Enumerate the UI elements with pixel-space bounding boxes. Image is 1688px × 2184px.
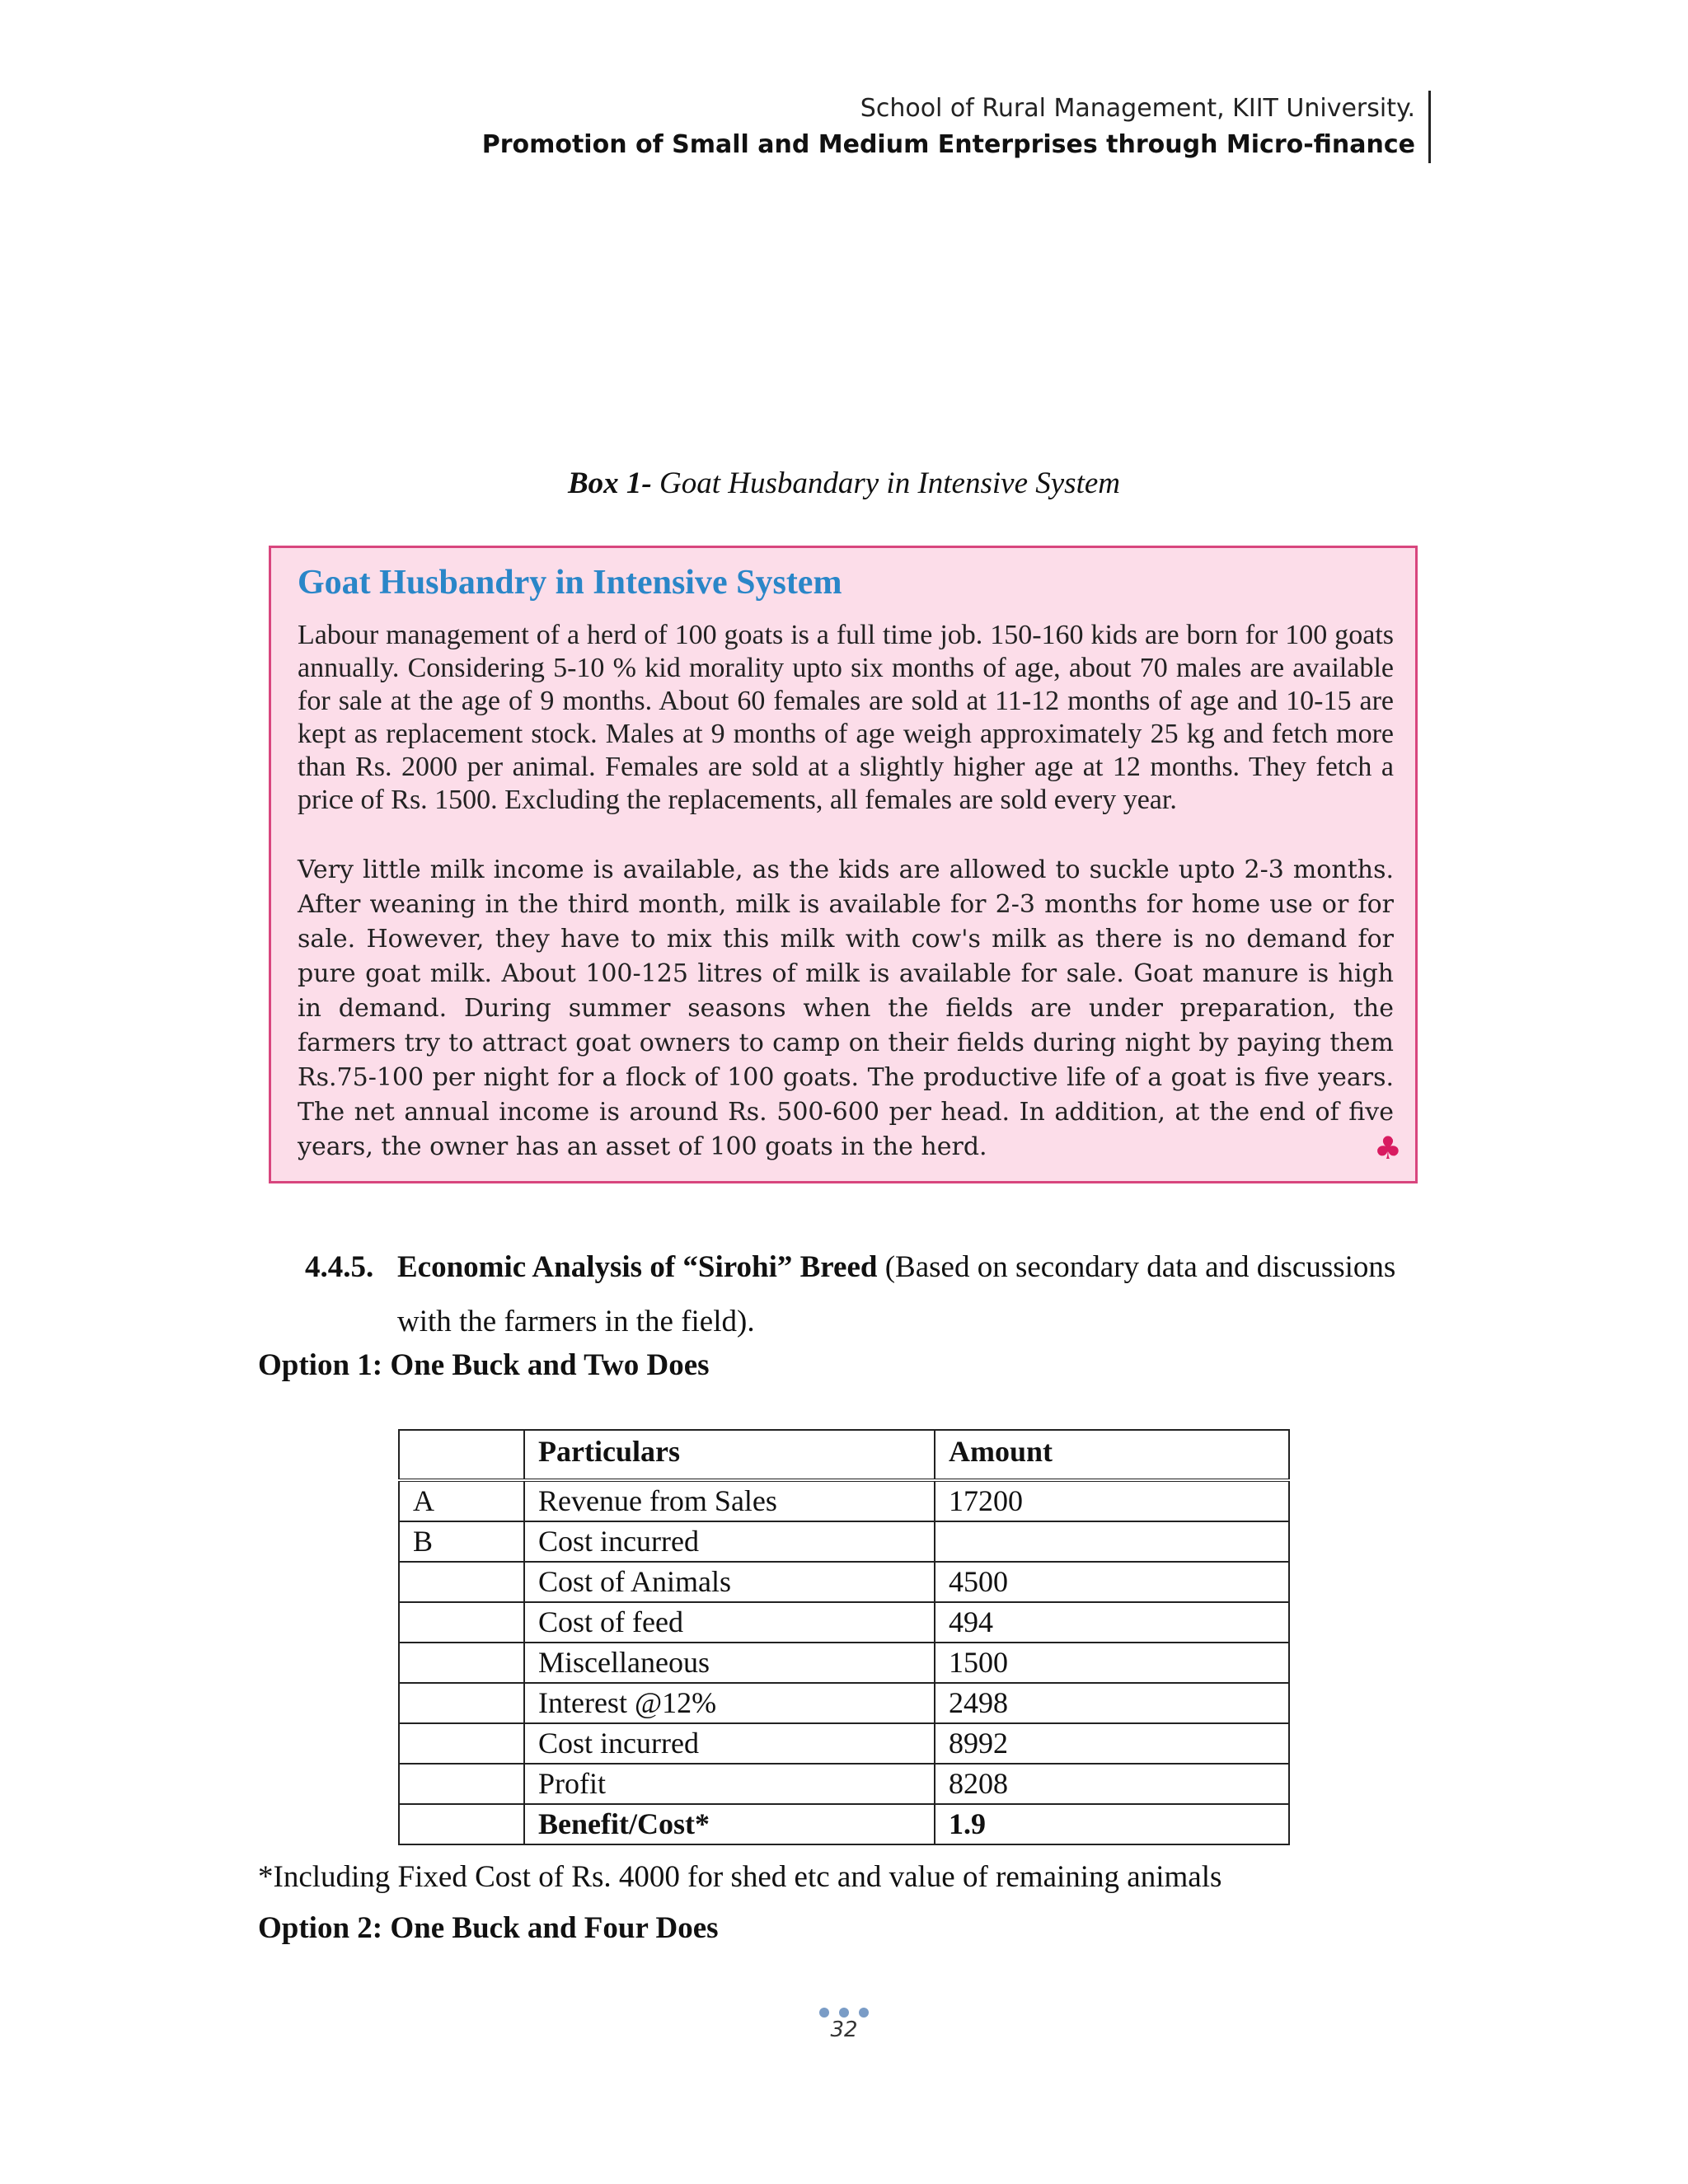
table-cell bbox=[399, 1804, 524, 1844]
box-caption-title: Goat Husbandary in Intensive System bbox=[659, 466, 1120, 500]
table-header-row bbox=[399, 1430, 1289, 1480]
info-box-paragraph-1: Labour management of a herd of 100 goats is a full time job. 150-160 kids are born for 100 goats annually. Considering 5-10 % kid morality upto six months of age, about 70 males are available for sale at the age of 9 months. About 60 females are sold at 11-12 months of age and 10-15 are kept as replacement stock. Males at 9 months of age weigh approximately 25 kg and fetch more than Rs. 2000 per animal. Females are sold at a slightly higher age at 12 months. They fetch a price of Rs. 1500. Excluding the replacements, all females are sold every year. bbox=[298, 620, 1394, 815]
table-cell: 8208 bbox=[935, 1764, 1289, 1804]
ornament-dot bbox=[819, 2008, 829, 2018]
header-document-title: Promotion of Small and Medium Enterprises through Micro-finance bbox=[481, 130, 1415, 159]
table-header-cell: Particulars bbox=[524, 1430, 935, 1480]
ornament-dot bbox=[859, 2008, 869, 2018]
info-box-paragraph-2: Very little milk income is available, as the kids are allowed to suckle upto 2-3 months. After weaning in the third month, milk is available for 2-3 months for home use or for sale. However, they have to mix this milk with cow's milk as there is no demand for pure goat milk. About 100-125 litres of milk is available for sale. Goat manure is high in demand. During summer seasons when the fields are under preparation, the farmers try to attract goat owners to camp on their fields during night by paying them Rs.75-100 per night for a flock of 100 goats. The productive life of a goat is five years. The net annual income is around Rs. 500-600 per head. In addition, at the end of five years, the owner has an asset of 100 goats in the herd. bbox=[298, 855, 1394, 1161]
table-cell: Interest @12% bbox=[524, 1683, 935, 1723]
table-cell: 8992 bbox=[935, 1723, 1289, 1764]
table-cell: A bbox=[399, 1480, 524, 1521]
economic-analysis-table bbox=[398, 1429, 1290, 1845]
section-heading bbox=[305, 1240, 1426, 1349]
table-cell: Cost incurred bbox=[524, 1521, 935, 1562]
table-cell: 1.9 bbox=[935, 1804, 1289, 1844]
header-institution: School of Rural Management, KIIT University. bbox=[860, 94, 1415, 123]
table-row bbox=[399, 1723, 1289, 1764]
table-cell: Profit bbox=[524, 1764, 935, 1804]
box-caption-label: Box 1- bbox=[567, 466, 652, 500]
table-cell: Cost of feed bbox=[524, 1602, 935, 1643]
table-row bbox=[399, 1683, 1289, 1723]
table-row bbox=[399, 1602, 1289, 1643]
club-icon: ♣ bbox=[1373, 1130, 1402, 1166]
ornament-dot bbox=[839, 2008, 849, 2018]
page-header bbox=[482, 91, 1431, 163]
table-cell: B bbox=[399, 1521, 524, 1562]
table-cell bbox=[399, 1723, 524, 1764]
table-row bbox=[399, 1521, 1289, 1562]
section-number: 4.4.5. bbox=[305, 1250, 374, 1284]
section-note: (Based on secondary data and discussions bbox=[877, 1250, 1396, 1284]
section-note-continued: with the farmers in the field). bbox=[397, 1305, 755, 1338]
table-cell: Cost incurred bbox=[524, 1723, 935, 1764]
table-cell: 17200 bbox=[935, 1480, 1289, 1521]
table-cell: 1500 bbox=[935, 1643, 1289, 1683]
table-footnote: *Including Fixed Cost of Rs. 4000 for shed etc and value of remaining animals bbox=[258, 1860, 1222, 1894]
info-box bbox=[269, 546, 1418, 1183]
table-cell: 2498 bbox=[935, 1683, 1289, 1723]
table-cell: Cost of Animals bbox=[524, 1562, 935, 1602]
option-2-heading: Option 2: One Buck and Four Does bbox=[258, 1911, 719, 1945]
info-box-title: Goat Husbandry in Intensive System bbox=[298, 564, 842, 602]
table-row bbox=[399, 1480, 1289, 1521]
table-cell: Revenue from Sales bbox=[524, 1480, 935, 1521]
table-cell bbox=[935, 1521, 1289, 1562]
table-cell bbox=[399, 1562, 524, 1602]
table-cell bbox=[399, 1602, 524, 1643]
page-number: 32 bbox=[830, 2018, 858, 2042]
section-title: Economic Analysis of “Sirohi” Breed bbox=[397, 1250, 878, 1284]
table-cell bbox=[399, 1683, 524, 1723]
table-cell: Miscellaneous bbox=[524, 1643, 935, 1683]
table-header-cell bbox=[399, 1430, 524, 1480]
table-row bbox=[399, 1562, 1289, 1602]
table-header-cell: Amount bbox=[935, 1430, 1289, 1480]
box-caption bbox=[0, 466, 1688, 501]
table-cell: 494 bbox=[935, 1602, 1289, 1643]
table-cell: Benefit/Cost* bbox=[524, 1804, 935, 1844]
table-row bbox=[399, 1643, 1289, 1683]
option-1-heading: Option 1: One Buck and Two Does bbox=[258, 1348, 710, 1382]
table-row bbox=[399, 1764, 1289, 1804]
table-cell: 4500 bbox=[935, 1562, 1289, 1602]
table-cell bbox=[399, 1764, 524, 1804]
table-cell bbox=[399, 1643, 524, 1683]
table-row-benefit-cost bbox=[399, 1804, 1289, 1844]
